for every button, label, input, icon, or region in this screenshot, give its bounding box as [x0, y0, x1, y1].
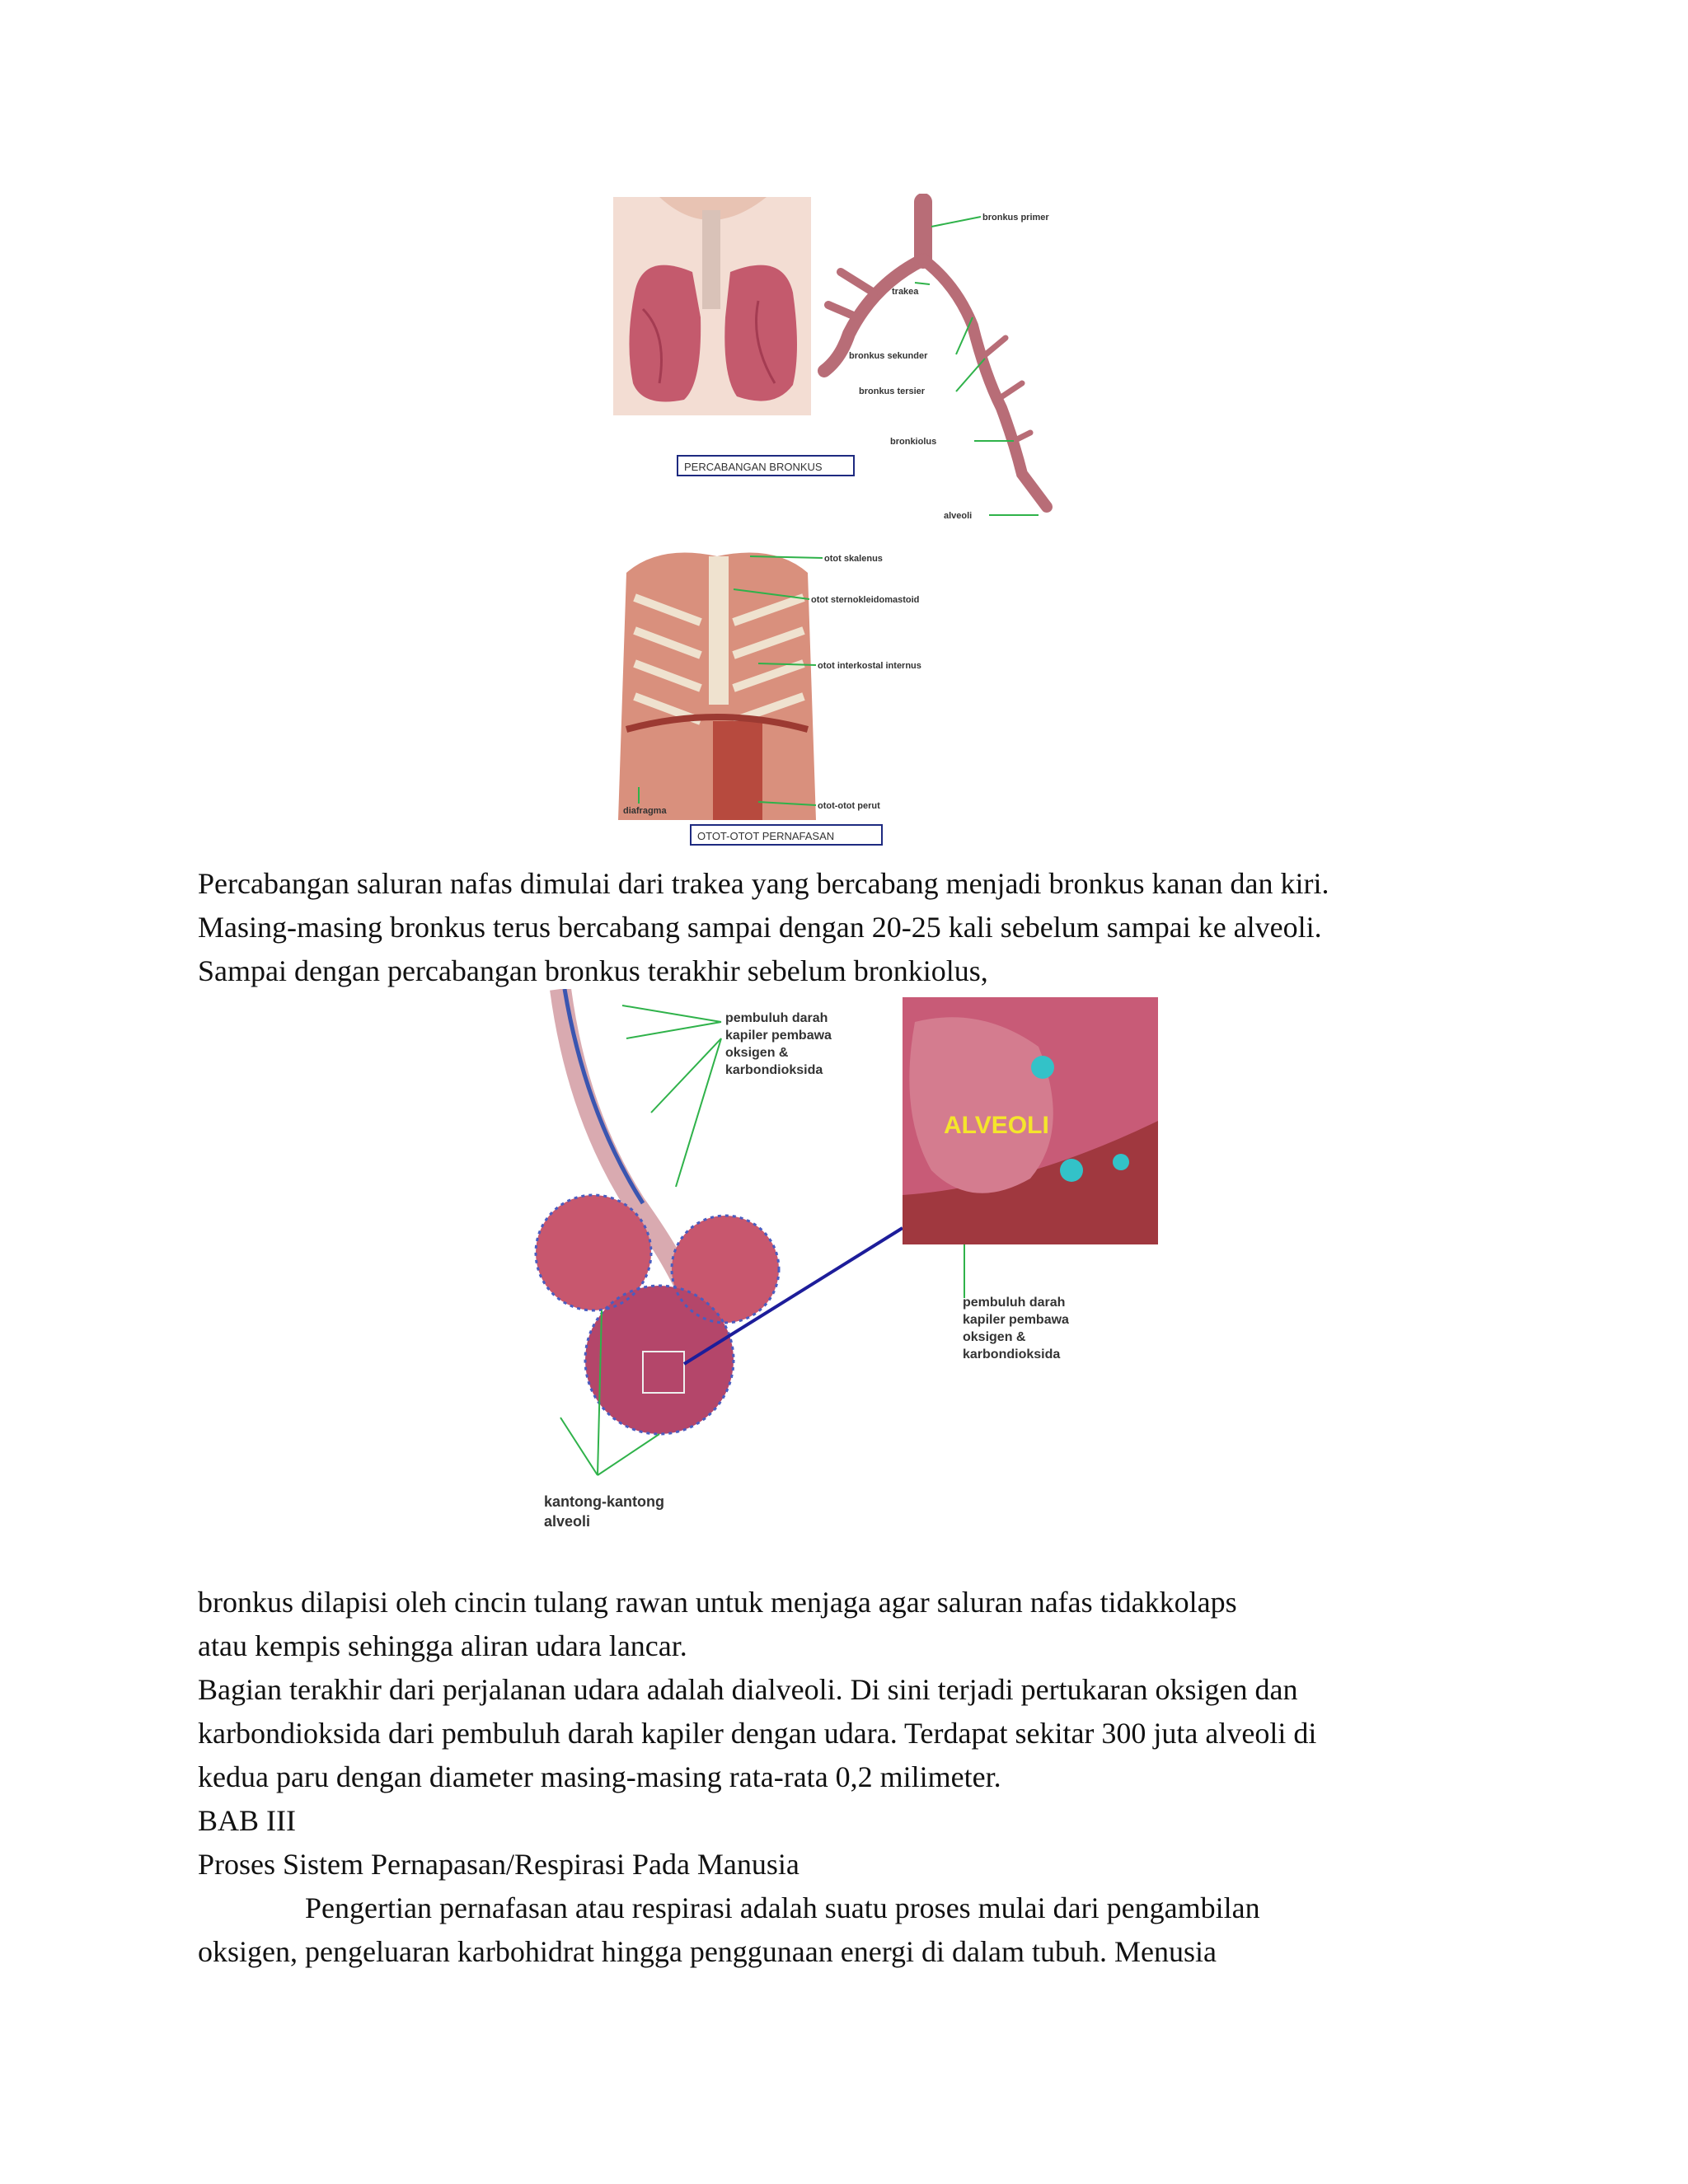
label-bronkus-primer: bronkus primer	[982, 213, 1049, 223]
figure-respiratory-muscles	[610, 540, 989, 853]
label-bottom-line1: pembuluh darah	[963, 1296, 1066, 1310]
label-kantong-line1: kantong-kantong	[544, 1493, 664, 1510]
figure-bronchial-tree	[610, 194, 1088, 532]
paragraph-alveoli	[198, 1581, 1316, 1974]
text-line: Pengertian pernafasan atau respirasi adalah suatu proses mulai dari pengambilan	[305, 1891, 1260, 1924]
inset-title: ALVEOLI	[944, 1112, 1049, 1139]
label-top-line2: kapiler pembawa	[725, 1029, 832, 1043]
caption-otot-otot-pernafasan: OTOT-OTOT PERNAFASAN	[697, 830, 835, 842]
chapter-heading: BAB III	[198, 1804, 296, 1837]
text-line: Bagian terakhir dari perjalanan udara adalah dialveoli. Di sini terjadi pertukaran oksigen dan	[198, 1673, 1298, 1706]
label-bronkus-sekunder: bronkus sekunder	[849, 351, 928, 361]
label-top-line1: pembuluh darah	[725, 1011, 828, 1025]
text-line: oksigen, pengeluaran karbohidrat hingga penggunaan energi di dalam tubuh. Menusia	[198, 1935, 1217, 1968]
label-bronkus-tersier: bronkus tersier	[859, 387, 926, 396]
label-otot-sternokleidomastoid: otot sternokleidomastoid	[811, 595, 920, 605]
text-line: atau kempis sehingga aliran udara lancar.	[198, 1629, 687, 1662]
label-otot-skalenus: otot skalenus	[824, 554, 883, 564]
label-bottom-line3: oksigen &	[963, 1330, 1026, 1344]
figure-alveoli	[528, 989, 1170, 1549]
text-line: bronkus dilapisi oleh cincin tulang rawan untuk menjaga agar saluran nafas tidakkolaps	[198, 1586, 1237, 1619]
section-title: Proses Sistem Pernapasan/Respirasi Pada Manusia	[198, 1848, 799, 1881]
label-alveoli: alveoli	[944, 511, 973, 521]
label-otot-interkostal: otot interkostal internus	[818, 661, 921, 671]
text-line: karbondioksida dari pembuluh darah kapiler dengan udara. Terdapat sekitar 300 juta alveoli di	[198, 1717, 1317, 1750]
text-line: Sampai dengan percabangan bronkus terakhir sebelum bronkiolus,	[198, 954, 988, 987]
lungs-illustration	[613, 197, 811, 415]
alveoli-inset	[903, 997, 1158, 1244]
label-top-line4: karbondioksida	[725, 1063, 823, 1077]
label-bottom-line2: kapiler pembawa	[963, 1313, 1069, 1327]
label-diafragma: diafragma	[623, 806, 667, 816]
label-bronkiolus: bronkiolus	[890, 437, 937, 447]
label-top-line3: oksigen &	[725, 1046, 789, 1060]
label-otot-perut: otot-otot perut	[818, 801, 880, 811]
label-trakea: trakea	[892, 287, 919, 297]
text-line: Masing-masing bronkus terus bercabang sampai dengan 20-25 kali sebelum sampai ke alveoli.	[198, 911, 1322, 944]
muscle-illustration	[618, 553, 816, 821]
paragraph-percabangan	[198, 862, 1329, 993]
label-kantong-line2: alveoli	[544, 1513, 591, 1530]
caption-percabangan-bronkus: PERCABANGAN BRONKUS	[684, 461, 823, 473]
label-bottom-line4: karbondioksida	[963, 1347, 1061, 1361]
text-line: Percabangan saluran nafas dimulai dari trakea yang bercabang menjadi bronkus kanan dan kiri.	[198, 867, 1329, 900]
text-line: kedua paru dengan diameter masing-masing rata-rata 0,2 milimeter.	[198, 1760, 1001, 1793]
